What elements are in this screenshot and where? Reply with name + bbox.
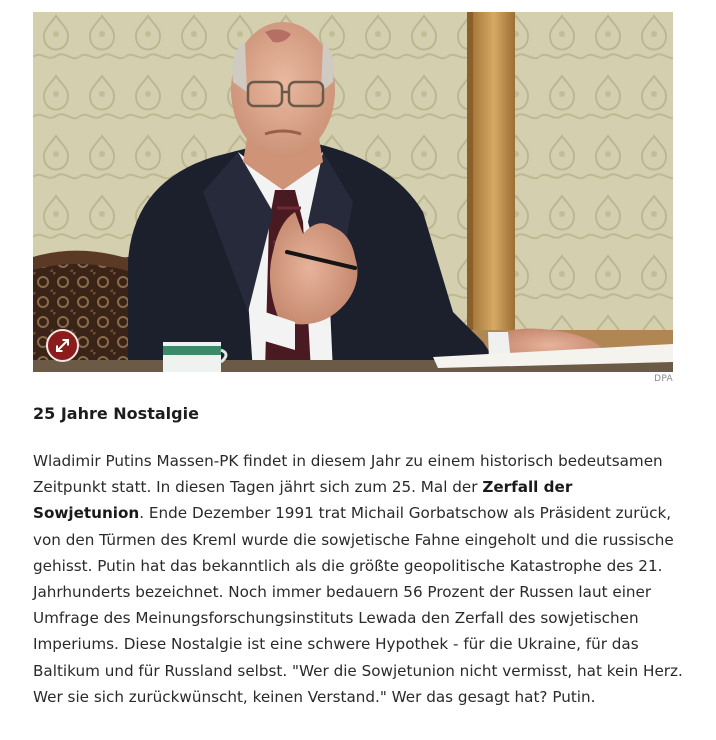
- expand-image-button[interactable]: [46, 329, 79, 362]
- paragraph-text-2: . Ende Dezember 1991 trat Michail Gorbatschow als Präsident zurück, von den Türmen des Kreml wurde die sowjetische Fahne eingeholt und die russische gehisst. Putin hat das bekanntlich als die größte geopolitische Katastrophe des 21. Jahrhunderts bezeichnet. Noch immer bedauern 56 Prozent der Russen laut einer Umfrage des Meinungsforschungsinstituts Lewada den Zerfall des sowjetischen Imperiums. Diese Nostalgie ist eine schwere Hypothek - für die Ukraine, für das Baltikum und für Russland selbst. "Wer die Sowjetunion nicht vermisst, hat kein Herz. Wer sie sich zurückwünscht, keinen Verstand." Wer das gesagt hat? Putin.: [33, 504, 683, 706]
- expand-arrows-icon: [55, 338, 70, 353]
- article-paragraph: [33, 448, 683, 710]
- photo-illustration: [33, 12, 673, 372]
- section-headline: 25 Jahre Nostalgie: [33, 404, 199, 423]
- highlight-link: Zerfall der Sowjetunion: [33, 478, 573, 523]
- paragraph-text-1: Wladimir Putins Massen-PK findet in diesem Jahr zu einem historisch bedeutsamen Zeitpunkt statt. In diesen Tagen jährt sich zum 25. Mal der: [33, 452, 663, 497]
- photo-credit: DPA: [654, 374, 673, 384]
- article-photo[interactable]: [33, 12, 673, 372]
